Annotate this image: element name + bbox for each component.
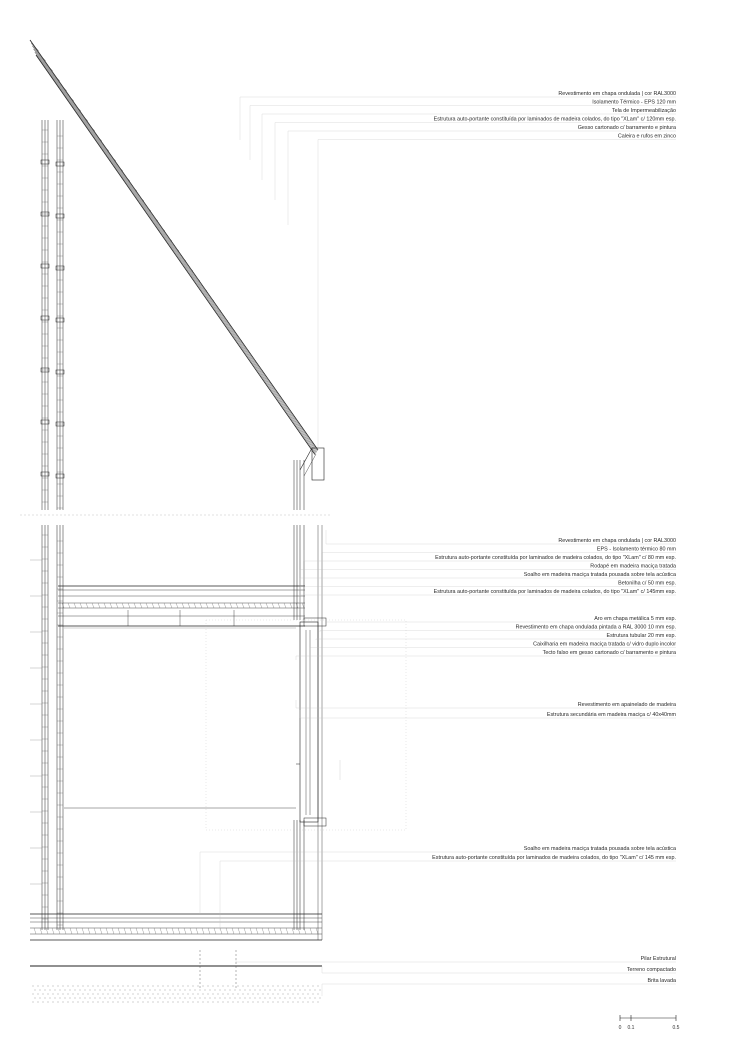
annotation-label: EPS - Isolamento térmico 80 mm: [596, 546, 676, 553]
annotation-label: Revestimento em chapa ondulada | cor RAL3000: [558, 538, 676, 544]
annotation-label: Tela de Impermeabilização: [611, 108, 676, 114]
annotation-group-ground: [236, 956, 676, 996]
annotation-label: Caixilharia em madeira maciça tratada c/ vidro duplo incolor: [533, 641, 676, 648]
annotation-label: Revestimento em chapa ondulada | cor RAL3000: [558, 91, 676, 97]
annotation-label: Rodapé em madeira maciça tratada: [590, 563, 676, 570]
annotation-label: Estrutura auto-portante constituída por laminados de madeira colados, do tipo "XLam" c/ 80 mm esp.: [435, 555, 676, 561]
annotation-label: Tecto falso em gesso cartonado c/ barramento e pintura: [542, 650, 676, 656]
annotation-label: Caleira e rufos em zinco: [617, 133, 676, 140]
annotation-label: Revestimento em apainelado de madeira: [577, 702, 676, 708]
scale-bar: [619, 1015, 680, 1031]
annotation-group-panelling: [296, 700, 676, 718]
annotation-group-lower-floor: [200, 846, 676, 930]
annotation-label: Revestimento em chapa ondulada pintada a RAL 3000 10 mm esp.: [515, 624, 676, 631]
annotation-label: Estrutura auto-portante constituída por laminados de madeira colados, do tipo "XLam" c/ 145 mm esp.: [432, 855, 676, 861]
annotation-label: Gesso cartonado c/ barramento e pintura: [577, 125, 676, 131]
annotation-label: Pilar Estrutural: [640, 956, 676, 962]
annotation-label: Betonilha c/ 50 mm esp.: [618, 580, 676, 587]
annotation-label: Estrutura auto-portante constituída por laminados de madeira colados, do tipo "XLam" c/ 120mm esp.: [433, 116, 676, 123]
annotation-label: Aro em chapa metálica 5 mm esp.: [594, 616, 676, 622]
annotation-label: Brita lavada: [647, 978, 676, 984]
annotation-label: Estrutura tubular 20 mm esp.: [606, 633, 676, 639]
scale-tick-label: 0.1: [627, 1025, 635, 1031]
scale-tick-label: 0.5: [672, 1025, 680, 1031]
annotation-label: Estrutura auto-portante constituída por laminados de madeira colados, do tipo "XLam" c/ 145mm esp.: [433, 589, 676, 595]
annotation-group-window: [296, 616, 676, 660]
annotation-label: Soalho em madeira maciça tratada pousada sobre tela acústica: [523, 572, 676, 578]
scale-tick-label: 0: [618, 1025, 622, 1031]
annotation-group-wall-floor: [300, 530, 677, 610]
annotation-label: Terreno compactado: [626, 967, 676, 973]
annotation-label: Soalho em madeira maciça tratada pousada sobre tela acústica: [523, 846, 676, 852]
annotation-label: Estrutura secundária em madeira maciça c/ 40x40mm: [546, 712, 676, 718]
annotation-group-roof: [240, 91, 676, 450]
annotation-label: Isolamento Térmico - EPS 120 mm: [592, 99, 676, 106]
